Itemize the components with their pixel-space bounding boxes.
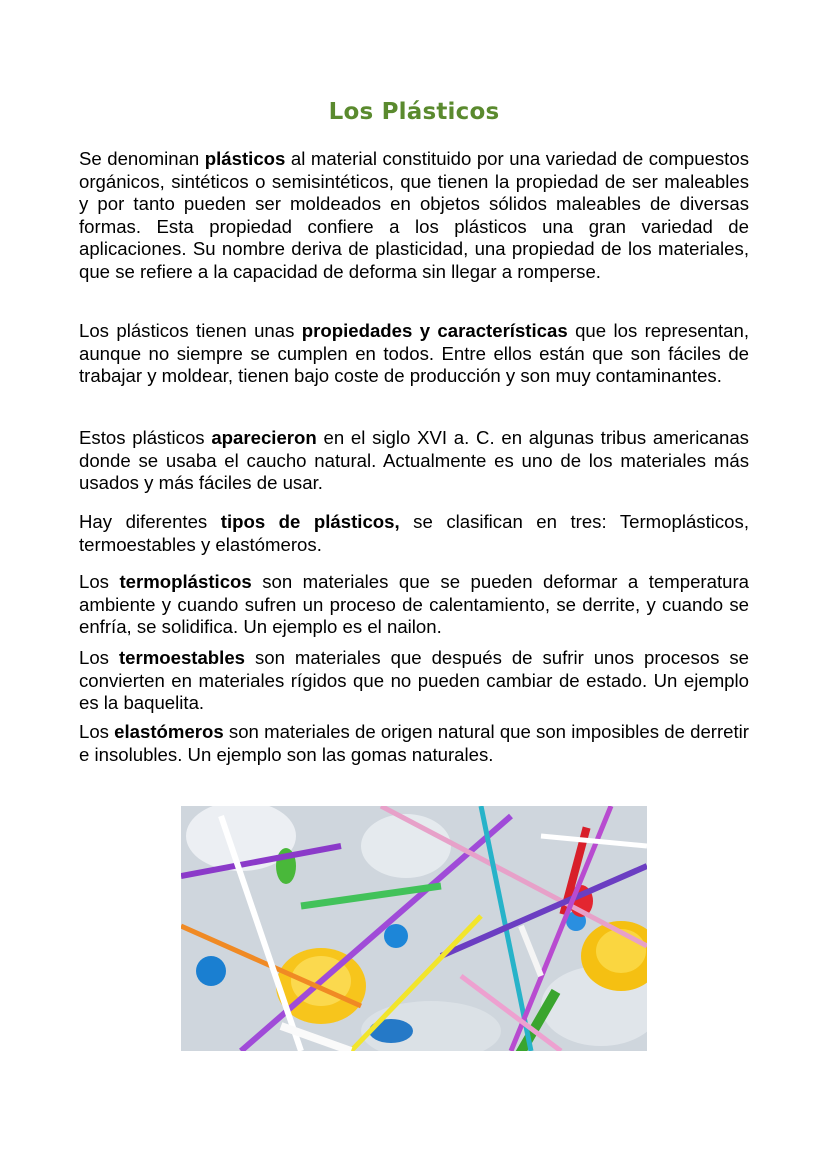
paragraph-elastomers: Los elastómeros son materiales de origen natural que son imposibles de derretir e insolubles. Un ejemplo son las gomas naturales.: [79, 721, 749, 765]
bold-term: plásticos: [204, 148, 286, 169]
page-title: Los Plásticos: [328, 99, 500, 126]
bold-term: termoplásticos: [119, 571, 252, 592]
plastics-photo: [181, 806, 647, 1051]
paragraph-types: Hay diferentes tipos de plásticos, se clasifican en tres: Termoplásticos, termoestables y elastómeros.: [79, 511, 749, 555]
bold-term: aparecieron: [211, 427, 317, 448]
plastic-items-illustration: [181, 806, 647, 1051]
bold-term: elastómeros: [114, 721, 224, 742]
bold-term: propiedades y características: [301, 320, 568, 341]
paragraph-properties: Los plásticos tienen unas propiedades y características que los representan, aunque no siempre se cumplen en todos. Entre ellos están que son fáciles de trabajar y moldear, tienen bajo coste de producción y son muy contaminantes.: [79, 320, 750, 386]
paragraph-origin: Estos plásticos aparecieron en el siglo XVI a. C. en algunas tribus americanas donde se usaba el caucho natural. Actualmente es uno de los materiales más usados y más fáciles de usar.: [79, 427, 749, 493]
paragraph-definition: Se denominan plásticos al material constituido por una variedad de compuestos orgánicos, sintéticos o semisintéticos, que tienen la propiedad de ser maleables y por tanto pueden ser moldeados en objetos sólidos maleables de diversas formas. Esta propiedad confiere a los plásticos una gran variedad de aplicaciones. Su nombre deriva de plasticidad, una propiedad de los materiales, que se refiere a la capacidad de deforma sin llegar a romperse.: [79, 148, 749, 282]
paragraph-thermoplastics: Los termoplásticos son materiales que se pueden deformar a temperatura ambiente y cuando sufren un proceso de calentamiento, se derrite, y cuando se enfría, se solidifica. Un ejemplo es el nailon.: [79, 571, 749, 637]
bold-term: termoestables: [118, 647, 246, 668]
bold-term: tipos de plásticos,: [220, 511, 400, 532]
paragraph-thermosets: Los termoestables son materiales que después de sufrir unos procesos se convierten en materiales rígidos que no pueden cambiar de estado. Un ejemplo es la baquelita.: [79, 647, 750, 713]
